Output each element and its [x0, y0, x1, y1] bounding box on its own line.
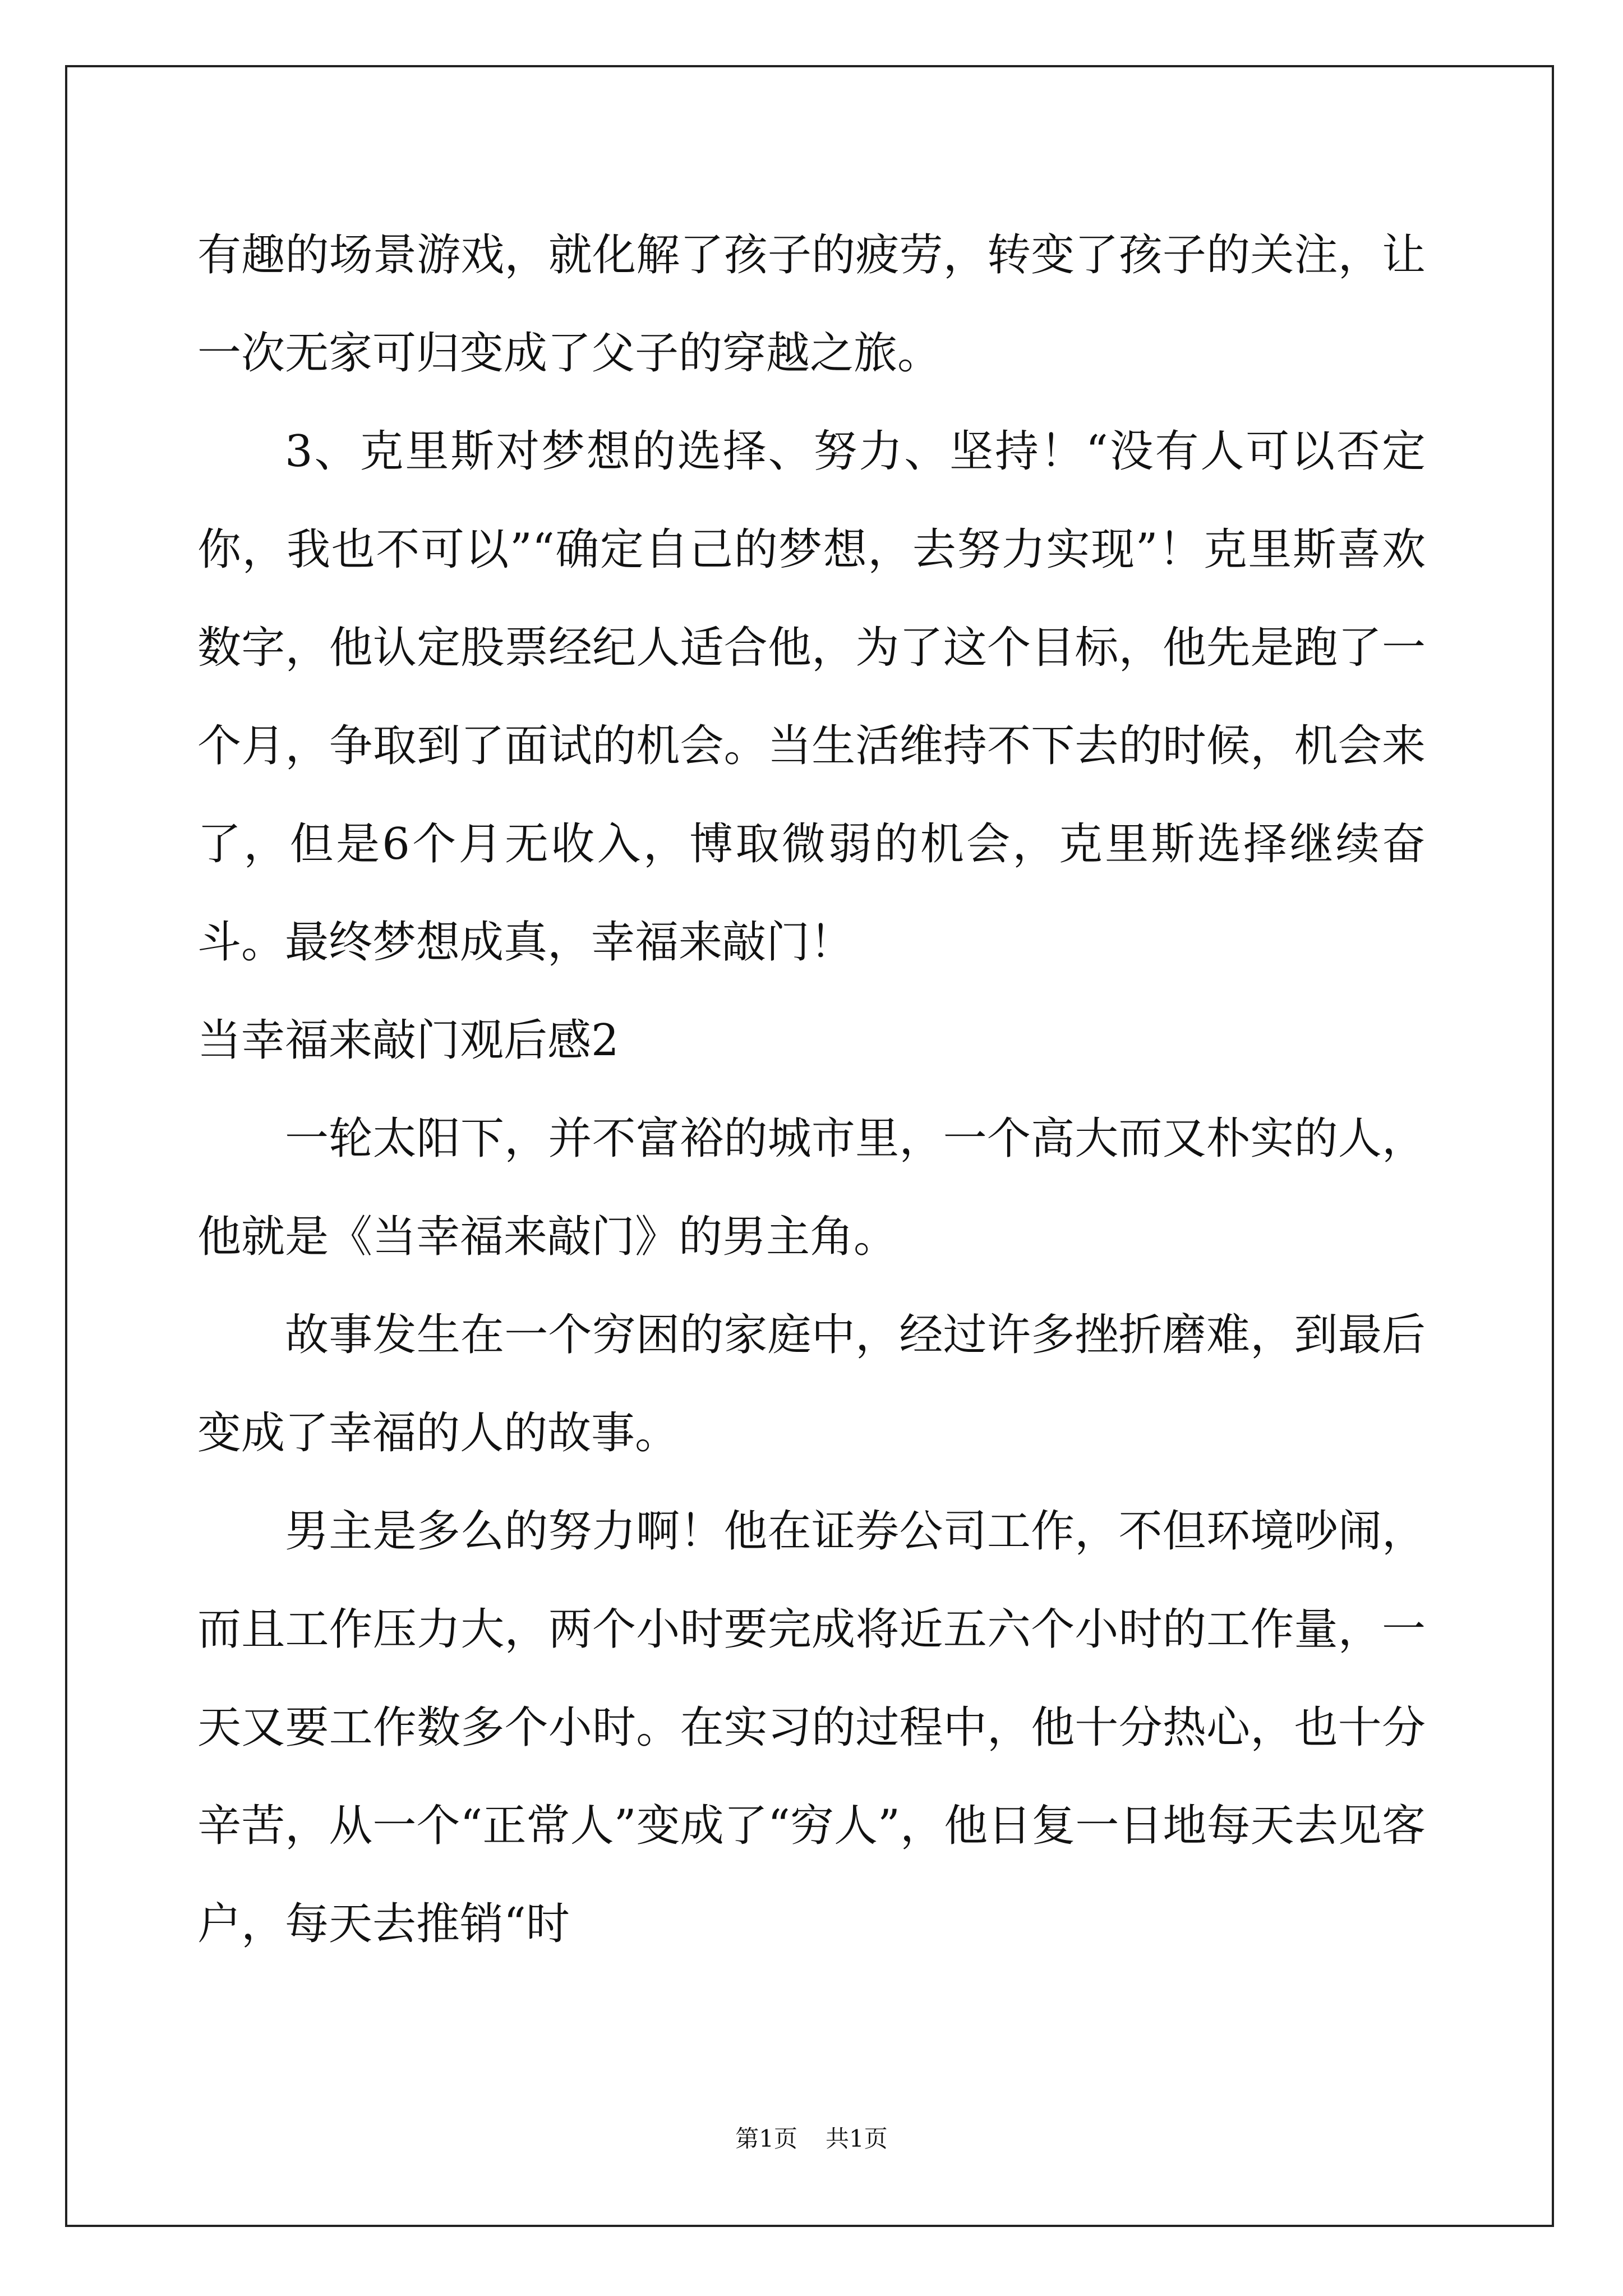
paragraph-story: 故事发生在一个穷困的家庭中，经过许多挫折磨难，到最后变成了幸福的人的故事。	[197, 1310, 1426, 1458]
section-heading: 当幸福来敲门观后感2	[197, 1015, 619, 1066]
paragraph-effort: 男主是多么的努力啊！他在证券公司工作，不但环境吵闹，而且工作压力大，两个小时要完成将近五六个小时的工作量，一天又要工作数多个小时。在实习的过程中，他十分热心，也十分辛苦，从一个“正常人”变成了“穷人”，他日复一日地每天去见客户，每天去推销“时	[197, 1506, 1426, 1949]
page-footer	[0, 2120, 1623, 2154]
document-body	[197, 206, 1426, 1973]
paragraph-intro: 一轮太阳下，并不富裕的城市里，一个高大而又朴实的人，他就是《当幸福来敲门》的男主角。	[197, 1114, 1426, 1262]
paragraph-continuation: 有趣的场景游戏，就化解了孩子的疲劳，转变了孩子的关注，让一次无家可归变成了父子的穿越之旅。	[197, 230, 1426, 379]
paragraph-point-3: 3、克里斯对梦想的选择、努力、坚持！“没有人可以否定你，我也不可以”“确定自己的梦想，去努力实现”！克里斯喜欢数字，他认定股票经纪人适合他，为了这个目标，他先是跑了一个月，争取到了面试的机会。当生活维持不下去的时候，机会来了，但是6个月无收入，博取微弱的机会，克里斯选择继续奋斗。最终梦想成真，幸福来敲门！	[197, 426, 1426, 968]
page-number: 第1页	[735, 2125, 797, 2152]
page-total: 共1页	[826, 2125, 888, 2152]
